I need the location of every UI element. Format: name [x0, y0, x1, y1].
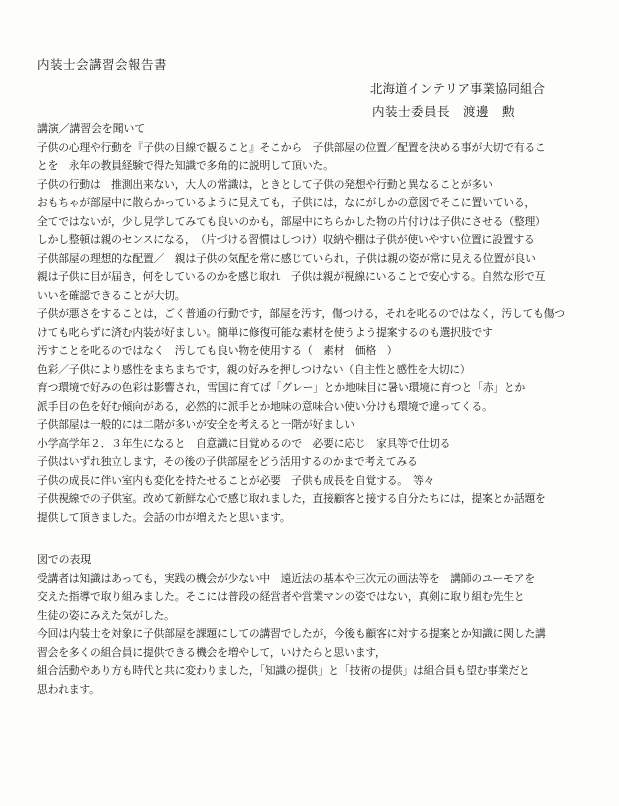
text-line: しかし整頓は親のセンスになる， （片づける習慣はしつけ）収納や棚は子供が使いやすい位置に設置する — [37, 233, 535, 246]
section-heading-lecture: 講演／講習会を聞いて — [37, 122, 145, 135]
text-line: 汚すことを叱るのではなく 汚しても良い物を使用する（ 素材 価格 ） — [37, 344, 398, 357]
section-lecture-text — [37, 139, 597, 528]
text-line: 親は子供に目が届き，何をしているのかを感じ取れ 子供は親が視線にいることで安心する。自然な形で互 — [37, 270, 546, 283]
text-line: 今回は内装士を対象に子供部屋を課題にしての講習でしたが，今後も顧客に対する提案とか知識に関した講 — [37, 627, 546, 640]
author-line: 内装士委員長 渡邊 勲 — [372, 104, 516, 119]
text-line: 色彩／子供により感性をまちまちです，親の好みを押しつけない（自主性と感性を大切に） — [37, 362, 471, 376]
text-line: とを 永年の教員経験で得た知識で多角的に説明して頂いた。 — [37, 159, 334, 172]
text-line: 子供部屋は一般的には二階が多いが安全を考えると一階が好ましい — [37, 418, 355, 431]
section-spacer — [37, 527, 597, 551]
text-line: 提供して頂きました。会話の巾が増えたと思います。 — [37, 510, 291, 524]
document-title: 内装士会講習会報告書 — [37, 57, 168, 72]
text-line: 派手目の色を好む傾向がある，必然的に派手とか地味の意味合い使い分けも環境で違ってくる。 — [37, 399, 493, 413]
organization-name: 北海道インテリア事業協同組合 — [370, 81, 546, 96]
section-heading-drawing: 図での表現 — [37, 553, 91, 566]
text-line: 子供の心理や行動を『子供の目線で観ること』そこから 子供部屋の位置／配置を決める事が大切で有るこ — [37, 140, 546, 154]
text-line: 子供部屋の理想的な配置／ 親は子供の気配を常に感じていられ，子供は親の姿が常に見える位置が良い — [37, 251, 536, 265]
text-line: 子供が悪さをすることは，ごく普通の行動です，部屋を汚す，傷つける，それを叱るのではなく，汚しても傷つ — [37, 307, 565, 320]
text-line: 育つ環境で好みの色彩は影響され，雪国に育てば「グレー」とか地味目に暑い環境に育つと「赤」とか — [37, 381, 526, 394]
text-line: 小学高学年２．３年生になると 自意識に目覚めるので 必要に応じ 家具等で仕切る — [37, 436, 451, 450]
text-line: けても叱らずに済む内装が好ましい。簡単に修復可能な素材を使うよう提案するのも選択肢です — [37, 325, 493, 339]
text-line: 子供はいずれ独立します，その後の子供部屋をどう活用するのかまで考えてみる — [37, 455, 418, 468]
report-body — [37, 120, 597, 699]
text-line: 習会を多くの組合員に提供できる機会を増やして，いけたらと思います， — [37, 645, 386, 659]
section-drawing-text — [37, 570, 597, 700]
text-line: 生徒の姿にみえた気がした。 — [37, 608, 175, 622]
text-line: 子供視線での子供室。改めて新鮮な心で感じ取れました，直接顧客と接する自分たちには，提案とか話題を — [37, 492, 546, 505]
text-line: いいを確認できることが大切。 — [37, 288, 186, 302]
text-line: 交えた指導で取り組みました。そこには普段の経営者や営業マンの姿ではない，真剣に取り組む先生と — [37, 590, 525, 603]
text-line: 組合活動やあり方も時代と共に変わりました，「知識の提供」と「技術の提供」は組合員も望む事業だと — [37, 664, 530, 677]
text-line: 受講者は知識はあっても，実践の機会が少ない中 遠近法の基本や三次元の画法等を 講師のユーモアを — [37, 571, 535, 585]
text-line: おもちゃが部屋中に散らかっているように見えても，子供には，なにがしかの意図でそこに置いている， — [37, 196, 536, 209]
text-line: 子供の行動は 推測出来ない，大人の常識は，ときとして子供の発想や行動と異なることが多い — [37, 177, 493, 191]
text-line: 思われます。 — [37, 682, 100, 696]
text-line: 子供の成長に伴い室内も変化を持たせることが必要 子供も成長を自覚する。 等々 — [37, 473, 435, 487]
text-line: 全てではないが，少し見学してみても良いのかも，部屋中にちらかした物の片付けは子供にさせる（整理） — [37, 214, 546, 228]
